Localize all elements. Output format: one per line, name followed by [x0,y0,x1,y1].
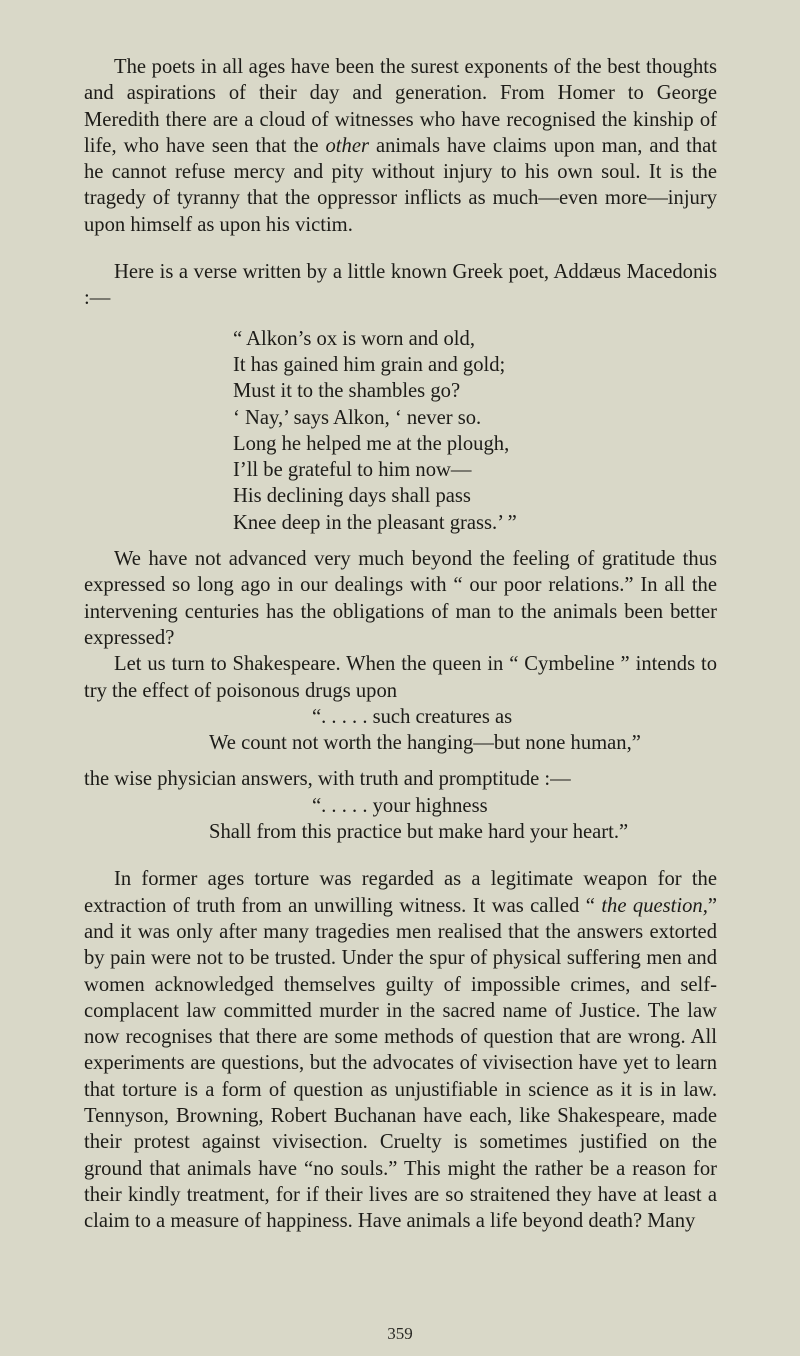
emphasis-other: other [325,134,369,157]
paragraph-greek-poet: Here is a verse written by a little known Greek poet, Addæus Macedonis :— [84,261,717,310]
quote-line: We count not worth the hanging—but none human,” [209,732,641,755]
quote-line: “. . . . . your highness [312,794,488,817]
poem-line: ‘ Nay,’ says Alkon, ‘ never so. [233,406,482,429]
paragraph-torture-part-1: In former ages torture was regarded as a legitimate weapon for the extraction of truth from an unwilling witness. It was called “ [84,868,717,917]
poem-line: It has gained him grain and gold; [233,353,506,376]
paragraph-torture-part-2: ” and it was only after many tragedies men realised that the answers extorted by pain were not to be trusted. Under the spur of physical suffering men and women acknowledged themselves guilty of impossible crimes, and self-complacent law committed murder in the sacred name of Justice. The law now recognises that there are some methods of question that are wrong. All experiments are questions, but the advocates of vivisection have yet to learn that torture is a form of question as unjustifiable in science as it is in law. Tennyson, Browning, Robert Buchanan have each, like Shakespeare, made their protest against vivisection. Cruelty is sometimes justified on the ground that animals have “no souls.” This might the rather be a reason for their kindly treatment, for if their lives are so straitened they have at least a claim to a measure of happiness. Have animals a life beyond death? Many [84,894,717,1233]
poem-line: Long he helped me at the plough, [233,432,510,455]
quote-line: Shall from this practice but make hard your heart.” [209,821,629,844]
emphasis-the-question: the question, [601,894,708,917]
quote-line: “. . . . . such creatures as [312,705,513,728]
quote-cymbeline-physician [84,793,717,846]
poem-line: I’ll be grateful to him now— [233,459,472,482]
paragraph-poets-part-2: animals have claims upon man, and that he cannot refuse mercy and pity without injury to his own soul. It is the tragedy of tyranny that the oppressor inflicts as much—even more—injury upon himself as upon his victim. [84,134,717,236]
poem-line: Knee deep in the pleasant grass.’ ” [233,511,517,534]
poem-line: His declining days shall pass [233,485,471,508]
paragraph-torture [84,866,717,1234]
paragraph-poets-part-1: The poets in all ages have been the surest exponents of the best thoughts and aspirations of their day and generation. From Homer to George Meredith there are a cloud of witnesses who have recognised the kinship of life, who have seen that the [84,56,717,157]
paragraph-gratitude: We have not advanced very much beyond the feeling of gratitude thus expressed so long ago in our dealings with “ our poor relations.” In all the intervening centuries has the obligations of man to the animals been better expressed? [84,548,717,649]
page-number: 359 [387,1324,413,1343]
poem-line: “ Alkon’s ox is worn and old, [233,327,475,350]
paragraph-shakespeare: Let us turn to Shakespeare. When the queen in “ Cymbeline ” intends to try the effect of poisonous drugs upon [84,653,717,702]
poem-alkons-ox [233,326,717,536]
paragraph-physician: the wise physician answers, with truth and promptitude :— [84,768,571,791]
poem-line: Must it to the shambles go? [233,380,461,403]
paragraph-poets [84,54,717,238]
quote-cymbeline-queen [84,704,717,757]
